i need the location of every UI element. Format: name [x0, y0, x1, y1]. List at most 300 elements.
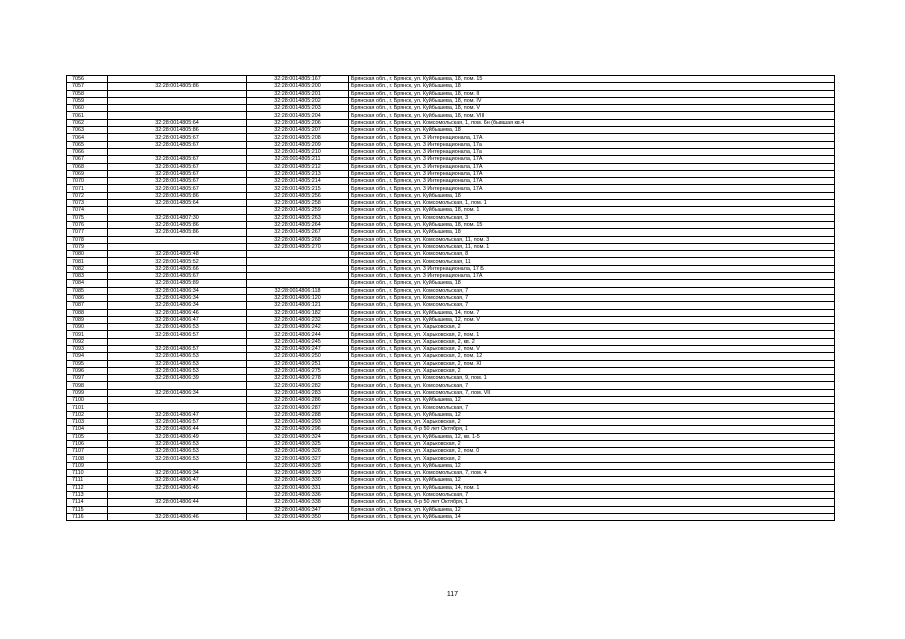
parent-cadastral-number-cell: 32:28:0014805:67	[108, 134, 247, 141]
row-number-cell: 7081	[67, 258, 108, 265]
parent-cadastral-number-cell: 32:28:0014806:53	[108, 367, 247, 374]
parent-cadastral-number-cell: 32:28:0014806:57	[108, 331, 247, 338]
table-row	[67, 229, 835, 236]
address-cell: Брянская обл., г. Брянск, ул. Харьковская, 2, кв. 2	[349, 338, 835, 345]
parent-cadastral-number-cell	[108, 236, 247, 243]
table-row	[67, 324, 835, 331]
table-row	[67, 375, 835, 382]
row-number-cell: 7105	[67, 433, 108, 440]
cadastral-number-cell: 32:28:0014806:330	[247, 477, 349, 484]
row-number-cell: 7079	[67, 243, 108, 250]
address-cell: Брянская обл., г. Брянск, ул. Куйбышева, 12	[349, 411, 835, 418]
address-cell: Брянская обл., г. Брянск, ул. 3 Интернационала, 17 Б	[349, 265, 835, 272]
parent-cadastral-number-cell: 32:28:0014806:47	[108, 316, 247, 323]
table-row	[67, 119, 835, 126]
parent-cadastral-number-cell: 32:28:0014806:57	[108, 345, 247, 352]
row-number-cell: 7059	[67, 97, 108, 104]
table-row	[67, 105, 835, 112]
cadastral-number-cell: 32:28:0014806:287	[247, 404, 349, 411]
cadastral-number-cell: 32:28:0014806:293	[247, 418, 349, 425]
parent-cadastral-number-cell: 32:28:0014805:86	[108, 192, 247, 199]
cadastral-number-cell	[247, 273, 349, 280]
row-number-cell: 7101	[67, 404, 108, 411]
cadastral-number-cell: 32:28:0014806:324	[247, 433, 349, 440]
parent-cadastral-number-cell	[108, 397, 247, 404]
cadastral-number-cell: 32:28:0014806:247	[247, 345, 349, 352]
parent-cadastral-number-cell: 32:28:0014806:44	[108, 499, 247, 506]
cadastral-number-cell	[247, 251, 349, 258]
table-row	[67, 338, 835, 345]
row-number-cell: 7096	[67, 367, 108, 374]
parent-cadastral-number-cell: 32:28:0014806:34	[108, 294, 247, 301]
address-cell: Брянская обл., г. Брянск, ул. Куйбышева, 12	[349, 506, 835, 513]
table-row	[67, 397, 835, 404]
address-cell: Брянская обл., г. Брянск, ул. Комсомольская, 7, пом. VII	[349, 389, 835, 396]
address-cell: Брянская обл., г. Брянск, ул. Куйбышева, 18	[349, 83, 835, 90]
row-number-cell: 7114	[67, 499, 108, 506]
cadastral-number-cell: 32:28:0014806:278	[247, 375, 349, 382]
cadastral-number-cell: 32:28:0014805:167	[247, 76, 349, 83]
parent-cadastral-number-cell: 32:28:0014805:86	[108, 83, 247, 90]
table-row	[67, 243, 835, 250]
row-number-cell: 7075	[67, 214, 108, 221]
table-row	[67, 491, 835, 498]
address-cell: Брянская обл., г. Брянск, ул. Харьковская, 2	[349, 418, 835, 425]
parent-cadastral-number-cell	[108, 112, 247, 119]
address-cell: Брянская обл., г. Брянск, ул. 3 Интернационала, 17А	[349, 170, 835, 177]
cadastral-number-cell: 32:28:0014805:206	[247, 119, 349, 126]
address-cell: Брянская обл., г. Брянск, ул. Куйбышева, 18	[349, 229, 835, 236]
parent-cadastral-number-cell: 32:28:0014805:67	[108, 178, 247, 185]
cadastral-number-cell: 32:28:0014806:118	[247, 287, 349, 294]
address-cell: Брянская обл., г. Брянск, ул. Харьковская, 2	[349, 455, 835, 462]
row-number-cell: 7065	[67, 141, 108, 148]
address-cell: Брянская обл., г. Брянск, ул. Комсомольская, 11, пом. 3	[349, 236, 835, 243]
row-number-cell: 7110	[67, 470, 108, 477]
cadastral-number-cell: 32:28:0014805:207	[247, 127, 349, 134]
table-row	[67, 221, 835, 228]
address-cell: Брянская обл., г. Брянск, ул. Комсомольская, 8	[349, 251, 835, 258]
cadastral-number-cell	[247, 280, 349, 287]
row-number-cell: 7099	[67, 389, 108, 396]
address-cell: Брянская обл., г. Брянск, ул. Комсомольская, 7, пом. 4	[349, 470, 835, 477]
address-cell: Брянская обл., г. Брянск, ул. Куйбышева, 12	[349, 477, 835, 484]
row-number-cell: 7074	[67, 207, 108, 214]
cadastral-number-cell: 32:28:0014806:275	[247, 367, 349, 374]
address-cell: Брянская обл., г. Брянск, ул. Куйбышева, 18, пом. 15	[349, 221, 835, 228]
address-cell: Брянская обл., г. Брянск, ул. 3 Интернационала, 17а	[349, 141, 835, 148]
address-cell: Брянская обл., г. Брянск, ул. Куйбышева, 14, пом. 1	[349, 484, 835, 491]
address-cell: Брянская обл., г. Брянск, ул. Харьковская, 2, пом. XI	[349, 360, 835, 367]
cadastral-number-cell: 32:28:0014806:336	[247, 491, 349, 498]
address-cell: Брянская обл., г. Брянск, ул. Харьковская, 2	[349, 440, 835, 447]
table-row	[67, 506, 835, 513]
parent-cadastral-number-cell: 32:28:0014806:57	[108, 418, 247, 425]
parent-cadastral-number-cell: 32:28:0014805:67	[108, 185, 247, 192]
row-number-cell: 7078	[67, 236, 108, 243]
cadastral-number-cell: 32:28:0014805:203	[247, 105, 349, 112]
parent-cadastral-number-cell: 32:28:0014806:53	[108, 324, 247, 331]
address-cell: Брянская обл., г. Брянск, ул. Куйбышева, 12	[349, 397, 835, 404]
row-number-cell: 7112	[67, 484, 108, 491]
parent-cadastral-number-cell: 32:28:0014805:67	[108, 163, 247, 170]
row-number-cell: 7061	[67, 112, 108, 119]
table-row	[67, 251, 835, 258]
address-cell: Брянская обл., г. Брянск, ул. Харьковская, 2, пом. V	[349, 345, 835, 352]
row-number-cell: 7109	[67, 462, 108, 469]
table-row	[67, 345, 835, 352]
cadastral-number-cell: 32:28:0014806:242	[247, 324, 349, 331]
row-number-cell: 7083	[67, 273, 108, 280]
address-cell: Брянская обл., г. Брянск, ул. Харьковская, 2, пом. 1	[349, 331, 835, 338]
parent-cadastral-number-cell: 32:28:0014805:64	[108, 200, 247, 207]
parent-cadastral-number-cell: 32:28:0014806:53	[108, 440, 247, 447]
address-cell: Брянская обл., г. Брянск, ул. Комсомольская, 3	[349, 214, 835, 221]
address-cell: Брянская обл., г. Брянск, ул. Харьковская, 2	[349, 324, 835, 331]
parent-cadastral-number-cell: 32:28:0014805:67	[108, 170, 247, 177]
table-row	[67, 316, 835, 323]
address-cell: Брянская обл., г. Брянск, б-р 50 лет Октября, 1	[349, 499, 835, 506]
row-number-cell: 7089	[67, 316, 108, 323]
cadastral-number-cell: 32:28:0014805:264	[247, 221, 349, 228]
table-row	[67, 236, 835, 243]
parent-cadastral-number-cell	[108, 207, 247, 214]
row-number-cell: 7098	[67, 382, 108, 389]
parent-cadastral-number-cell: 32:28:0014806:34	[108, 302, 247, 309]
address-cell: Брянская обл., г. Брянск, ул. Комсомольская, 7	[349, 382, 835, 389]
table-row	[67, 200, 835, 207]
row-number-cell: 7113	[67, 491, 108, 498]
parent-cadastral-number-cell	[108, 105, 247, 112]
address-cell: Брянская обл., г. Брянск, ул. Куйбышева, 18	[349, 280, 835, 287]
address-cell: Брянская обл., г. Брянск, ул. Куйбышева, 18, пом. II	[349, 90, 835, 97]
address-cell: Брянская обл., г. Брянск, ул. Куйбышева, 12, пом. V	[349, 316, 835, 323]
row-number-cell: 7085	[67, 287, 108, 294]
address-cell: Брянская обл., г. Брянск, ул. Куйбышева, 12, кв. 1-5	[349, 433, 835, 440]
parent-cadastral-number-cell: 32:28:0014806:46	[108, 513, 247, 520]
table-row	[67, 141, 835, 148]
parent-cadastral-number-cell: 32:28:0014805:52	[108, 258, 247, 265]
parent-cadastral-number-cell: 32:28:0014805:86	[108, 127, 247, 134]
table-row	[67, 207, 835, 214]
row-number-cell: 7082	[67, 265, 108, 272]
cadastral-number-cell: 32:28:0014806:286	[247, 397, 349, 404]
address-cell: Брянская обл., г. Брянск, ул. Куйбышева, 18, пом. 15	[349, 76, 835, 83]
cadastral-number-cell: 32:28:0014805:210	[247, 148, 349, 155]
row-number-cell: 7115	[67, 506, 108, 513]
row-number-cell: 7092	[67, 338, 108, 345]
address-cell: Брянская обл., г. Брянск, ул. Куйбышева, 18, пом. V	[349, 105, 835, 112]
parent-cadastral-number-cell	[108, 404, 247, 411]
address-cell: Брянская обл., г. Брянск, ул. Харьковская, 2, пом. 12	[349, 353, 835, 360]
row-number-cell: 7072	[67, 192, 108, 199]
cadastral-number-cell: 32:28:0014806:350	[247, 513, 349, 520]
parent-cadastral-number-cell: 32:28:0014806:47	[108, 411, 247, 418]
parent-cadastral-number-cell	[108, 338, 247, 345]
address-cell: Брянская обл., г. Брянск, б-р 50 лет Октября, 1	[349, 426, 835, 433]
row-number-cell: 7069	[67, 170, 108, 177]
row-number-cell: 7077	[67, 229, 108, 236]
table-row	[67, 411, 835, 418]
cadastral-number-cell: 32:28:0014806:121	[247, 302, 349, 309]
table-row	[67, 462, 835, 469]
parent-cadastral-number-cell: 32:28:0014805:66	[108, 265, 247, 272]
parent-cadastral-number-cell	[108, 491, 247, 498]
row-number-cell: 7097	[67, 375, 108, 382]
cadastral-number-cell: 32:28:0014806:347	[247, 506, 349, 513]
parent-cadastral-number-cell: 32:28:0014805:48	[108, 251, 247, 258]
cadastral-number-cell: 32:28:0014806:296	[247, 426, 349, 433]
parent-cadastral-number-cell: 32:28:0014805:67	[108, 273, 247, 280]
table-row	[67, 112, 835, 119]
row-number-cell: 7076	[67, 221, 108, 228]
table-row	[67, 360, 835, 367]
table-row	[67, 499, 835, 506]
parent-cadastral-number-cell	[108, 382, 247, 389]
row-number-cell: 7071	[67, 185, 108, 192]
address-cell: Брянская обл., г. Брянск, ул. Комсомольская, 1, пом. 1	[349, 200, 835, 207]
cadastral-number-cell: 32:28:0014805:263	[247, 214, 349, 221]
cadastral-number-cell: 32:28:0014806:288	[247, 411, 349, 418]
row-number-cell: 7116	[67, 513, 108, 520]
table-row	[67, 367, 835, 374]
address-cell: Брянская обл., г. Брянск, ул. Комсомольская, 7	[349, 491, 835, 498]
address-cell: Брянская обл., г. Брянск, ул. Куйбышева, 18	[349, 192, 835, 199]
row-number-cell: 7068	[67, 163, 108, 170]
row-number-cell: 7104	[67, 426, 108, 433]
parent-cadastral-number-cell: 32:28:0014805:64	[108, 119, 247, 126]
cadastral-number-cell: 32:28:0014805:270	[247, 243, 349, 250]
table-row	[67, 382, 835, 389]
table-row	[67, 440, 835, 447]
parent-cadastral-number-cell: 32:28:0014806:34	[108, 389, 247, 396]
cadastral-number-cell: 32:28:0014806:282	[247, 382, 349, 389]
parent-cadastral-number-cell: 32:28:0014806:46	[108, 484, 247, 491]
parent-cadastral-number-cell: 32:28:0014806:53	[108, 353, 247, 360]
cadastral-number-cell: 32:28:0014805:200	[247, 83, 349, 90]
cadastral-number-cell: 32:28:0014806:245	[247, 338, 349, 345]
parent-cadastral-number-cell	[108, 462, 247, 469]
address-cell: Брянская обл., г. Брянск, ул. 3 Интернационала, 17А	[349, 134, 835, 141]
parent-cadastral-number-cell: 32:28:0014806:34	[108, 470, 247, 477]
cadastral-number-cell: 32:28:0014806:329	[247, 470, 349, 477]
address-cell: Брянская обл., г. Брянск, ул. Комсомольская, 7	[349, 404, 835, 411]
table-row	[67, 302, 835, 309]
row-number-cell: 7107	[67, 448, 108, 455]
address-cell: Брянская обл., г. Брянск, ул. Куйбышева, 18, пом. IV	[349, 97, 835, 104]
address-cell: Брянская обл., г. Брянск, ул. Харьковская, 2, пом. 0	[349, 448, 835, 455]
row-number-cell: 7088	[67, 309, 108, 316]
address-cell: Брянская обл., г. Брянск, ул. Куйбышева, 18	[349, 127, 835, 134]
table-row	[67, 127, 835, 134]
row-number-cell: 7070	[67, 178, 108, 185]
table-row	[67, 192, 835, 199]
table-row	[67, 134, 835, 141]
cadastral-number-cell: 32:28:0014805:211	[247, 156, 349, 163]
cadastral-number-cell: 32:28:0014805:268	[247, 236, 349, 243]
row-number-cell: 7057	[67, 83, 108, 90]
cadastral-number-cell: 32:28:0014806:250	[247, 353, 349, 360]
row-number-cell: 7094	[67, 353, 108, 360]
parent-cadastral-number-cell: 32:28:0014806:44	[108, 426, 247, 433]
parent-cadastral-number-cell	[108, 76, 247, 83]
table-row	[67, 418, 835, 425]
cadastral-number-cell: 32:28:0014806:327	[247, 455, 349, 462]
parent-cadastral-number-cell	[108, 97, 247, 104]
address-cell: Брянская обл., г. Брянск, ул. Куйбышева, 14, пом. 7	[349, 309, 835, 316]
table-row	[67, 83, 835, 90]
cadastral-number-cell: 32:28:0014805:213	[247, 170, 349, 177]
row-number-cell: 7080	[67, 251, 108, 258]
address-cell: Брянская обл., г. Брянск, ул. Комсомольская, 7	[349, 302, 835, 309]
table-row	[67, 389, 835, 396]
row-number-cell: 7103	[67, 418, 108, 425]
address-cell: Брянская обл., г. Брянск, ул. 3 Интернационала, 17А	[349, 178, 835, 185]
parent-cadastral-number-cell: 32:28:0014805:86	[108, 221, 247, 228]
parent-cadastral-number-cell: 32:28:0014805:89	[108, 280, 247, 287]
cadastral-number-cell: 32:28:0014806:283	[247, 389, 349, 396]
table-row	[67, 265, 835, 272]
parent-cadastral-number-cell: 32:28:0014806:47	[108, 477, 247, 484]
address-cell: Брянская обл., г. Брянск, ул. Куйбышева, 18, пом. VIII	[349, 112, 835, 119]
cadastral-number-cell: 32:28:0014806:328	[247, 462, 349, 469]
cadastral-number-cell	[247, 265, 349, 272]
parent-cadastral-number-cell: 32:28:0014806:46	[108, 309, 247, 316]
parent-cadastral-number-cell: 32:28:0014805:67	[108, 156, 247, 163]
table-row	[67, 331, 835, 338]
cadastral-number-cell: 32:28:0014806:182	[247, 309, 349, 316]
row-number-cell: 7102	[67, 411, 108, 418]
parent-cadastral-number-cell: 32:28:0014806:53	[108, 360, 247, 367]
row-number-cell: 7066	[67, 148, 108, 155]
parent-cadastral-number-cell: 32:28:0014806:53	[108, 455, 247, 462]
parent-cadastral-number-cell: 32:28:0014806:49	[108, 433, 247, 440]
table-row	[67, 76, 835, 83]
row-number-cell: 7106	[67, 440, 108, 447]
row-number-cell: 7064	[67, 134, 108, 141]
cadastral-number-cell: 32:28:0014805:202	[247, 97, 349, 104]
registry-table	[66, 75, 835, 521]
cadastral-number-cell: 32:28:0014805:256	[247, 192, 349, 199]
parent-cadastral-number-cell	[108, 243, 247, 250]
cadastral-number-cell: 32:28:0014805:201	[247, 90, 349, 97]
table-row	[67, 163, 835, 170]
table-row	[67, 280, 835, 287]
address-cell: Брянская обл., г. Брянск, ул. Куйбышева, 18, пом. 1	[349, 207, 835, 214]
row-number-cell: 7058	[67, 90, 108, 97]
table-row	[67, 287, 835, 294]
table-row	[67, 258, 835, 265]
cadastral-number-cell: 32:28:0014806:325	[247, 440, 349, 447]
parent-cadastral-number-cell: 32:28:0014806:34	[108, 287, 247, 294]
address-cell: Брянская обл., г. Брянск, ул. Комсомольская, 11, пом. 1	[349, 243, 835, 250]
parent-cadastral-number-cell: 32:28:0014805:86	[108, 229, 247, 236]
row-number-cell: 7108	[67, 455, 108, 462]
cadastral-number-cell: 32:28:0014805:214	[247, 178, 349, 185]
cadastral-number-cell: 32:28:0014805:258	[247, 200, 349, 207]
row-number-cell: 7060	[67, 105, 108, 112]
cadastral-number-cell: 32:28:0014805:208	[247, 134, 349, 141]
address-cell: Брянская обл., г. Брянск, ул. Комсомольская, 7	[349, 294, 835, 301]
row-number-cell: 7062	[67, 119, 108, 126]
page-number: 117	[446, 591, 459, 598]
table-row	[67, 185, 835, 192]
address-cell: Брянская обл., г. Брянск, ул. Харьковская, 2	[349, 367, 835, 374]
cadastral-number-cell: 32:28:0014806:251	[247, 360, 349, 367]
table-row	[67, 455, 835, 462]
address-cell: Брянская обл., г. Брянск, ул. Комсомольская, 9, пом. 1	[349, 375, 835, 382]
parent-cadastral-number-cell	[108, 506, 247, 513]
table-row	[67, 470, 835, 477]
table-row	[67, 273, 835, 280]
cadastral-number-cell: 32:28:0014805:209	[247, 141, 349, 148]
table-row	[67, 178, 835, 185]
parent-cadastral-number-cell: 32:28:0014805:67	[108, 141, 247, 148]
address-cell: Брянская обл., г. Брянск, ул. Куйбышева, 14	[349, 513, 835, 520]
table-row	[67, 404, 835, 411]
cadastral-number-cell: 32:28:0014805:215	[247, 185, 349, 192]
row-number-cell: 7111	[67, 477, 108, 484]
row-number-cell: 7095	[67, 360, 108, 367]
table-row	[67, 448, 835, 455]
cadastral-number-cell: 32:28:0014806:120	[247, 294, 349, 301]
parent-cadastral-number-cell	[108, 148, 247, 155]
cadastral-number-cell	[247, 258, 349, 265]
address-cell: Брянская обл., г. Брянск, ул. 3 Интернационала, 17А	[349, 156, 835, 163]
table-row	[67, 513, 835, 520]
address-cell: Брянская обл., г. Брянск, ул. Комсомольская, 11	[349, 258, 835, 265]
address-cell: Брянская обл., г. Брянск, ул. 3 Интернационала, 17а	[349, 148, 835, 155]
cadastral-number-cell: 32:28:0014806:232	[247, 316, 349, 323]
cadastral-number-cell: 32:28:0014805:212	[247, 163, 349, 170]
table-row	[67, 90, 835, 97]
registry-table-body	[67, 76, 835, 521]
address-cell: Брянская обл., г. Брянск, ул. 3 Интернационала, 17А	[349, 185, 835, 192]
table-row	[67, 353, 835, 360]
address-cell: Брянская обл., г. Брянск, ул. Куйбышева, 12	[349, 462, 835, 469]
table-row	[67, 426, 835, 433]
table-row	[67, 433, 835, 440]
cadastral-number-cell: 32:28:0014806:244	[247, 331, 349, 338]
cadastral-number-cell: 32:28:0014806:326	[247, 448, 349, 455]
cadastral-number-cell: 32:28:0014805:259	[247, 207, 349, 214]
row-number-cell: 7091	[67, 331, 108, 338]
table-row	[67, 477, 835, 484]
address-cell: Брянская обл., г. Брянск, ул. Комсомольская, 1, пом. 6н (бывшая кв.4	[349, 119, 835, 126]
table-row	[67, 148, 835, 155]
row-number-cell: 7100	[67, 397, 108, 404]
table-row	[67, 156, 835, 163]
row-number-cell: 7063	[67, 127, 108, 134]
table-row	[67, 170, 835, 177]
row-number-cell: 7086	[67, 294, 108, 301]
cadastral-number-cell: 32:28:0014805:204	[247, 112, 349, 119]
parent-cadastral-number-cell: 32:28:0014806:53	[108, 448, 247, 455]
address-cell: Брянская обл., г. Брянск, ул. Комсомольская, 7	[349, 287, 835, 294]
table-row	[67, 484, 835, 491]
row-number-cell: 7087	[67, 302, 108, 309]
row-number-cell: 7056	[67, 76, 108, 83]
row-number-cell: 7073	[67, 200, 108, 207]
row-number-cell: 7090	[67, 324, 108, 331]
parent-cadastral-number-cell	[108, 90, 247, 97]
parent-cadastral-number-cell: 32:28:0014807:30	[108, 214, 247, 221]
parent-cadastral-number-cell: 32:28:0014806:39	[108, 375, 247, 382]
cadastral-number-cell: 32:28:0014805:267	[247, 229, 349, 236]
address-cell: Брянская обл., г. Брянск, ул. 3 Интернационала, 17А	[349, 163, 835, 170]
cadastral-number-cell: 32:28:0014806:338	[247, 499, 349, 506]
table-row	[67, 309, 835, 316]
